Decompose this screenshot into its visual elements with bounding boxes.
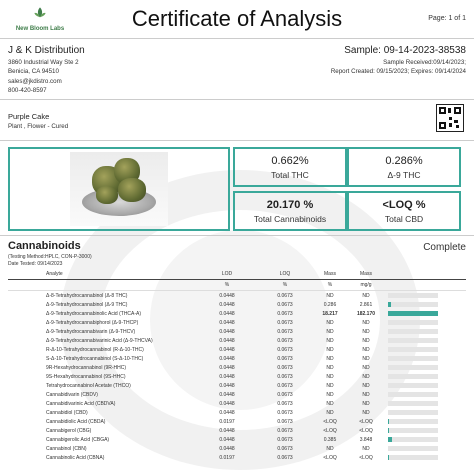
- total-cannabinoids-card: [233, 191, 347, 231]
- row-lod: 0.0448: [219, 391, 235, 398]
- total-cannabinoids-label: Total Cannabinoids: [253, 214, 327, 224]
- level-bar: [388, 365, 438, 370]
- row-lod: 0.0448: [219, 409, 235, 416]
- row-lod: 0.0448: [219, 364, 235, 371]
- product-image-frame: [8, 147, 230, 231]
- level-bar-cell: [386, 309, 466, 318]
- level-bar: [388, 338, 438, 343]
- row-pct: ND: [326, 373, 334, 380]
- summary-section: [0, 141, 474, 236]
- total-cbd-value: <LOQ %: [382, 199, 426, 211]
- table-row: [8, 309, 466, 318]
- table-row: [8, 444, 466, 453]
- table-row: [8, 399, 466, 408]
- sample-info: [331, 45, 466, 77]
- row-pct: ND: [326, 400, 334, 407]
- row-loq: 0.0673: [277, 427, 293, 434]
- level-bar: [388, 383, 438, 388]
- level-bar: [388, 293, 438, 298]
- row-pct: ND: [326, 391, 334, 398]
- row-pct: <LOQ: [323, 418, 337, 425]
- row-lod: 0.0448: [219, 319, 235, 326]
- row-pct: ND: [326, 445, 334, 452]
- row-loq: 0.0673: [277, 373, 293, 380]
- flower-bud: [118, 178, 146, 202]
- row-analyte: S-Δ-10-Tetrahydrocannabinol (S-Δ-10-THC): [46, 355, 144, 362]
- column-header: Mass: [314, 269, 346, 280]
- row-analyte: R-Δ-10-Tetrahydrocannabinol (R-Δ-10-THC): [46, 346, 144, 353]
- row-lod: 0.0197: [219, 454, 235, 461]
- row-loq: 0.0673: [277, 301, 293, 308]
- row-mg: 182.170: [356, 310, 376, 317]
- product-type: Plant , Flower - Cured: [8, 123, 69, 130]
- level-bar-cell: [386, 318, 466, 327]
- level-bar: [388, 437, 438, 442]
- level-bar: [388, 455, 438, 460]
- table-row: [8, 354, 466, 363]
- row-pct: <LOQ: [323, 427, 337, 434]
- row-loq: 0.0673: [277, 445, 293, 452]
- level-bar: [388, 347, 438, 352]
- row-analyte: Δ-9-Tetrahydrocannabinol (Δ-9 THC): [46, 301, 128, 308]
- row-analyte: Cannabidivarin (CBDV): [46, 391, 98, 398]
- row-lod: 0.0448: [219, 427, 235, 434]
- row-pct: ND: [326, 292, 334, 299]
- unit-cell: mg/g: [346, 280, 386, 291]
- product-section: [0, 100, 474, 141]
- client-name: J & K Distribution: [8, 45, 85, 56]
- level-bar-cell: [386, 345, 466, 354]
- product-name: Purple Cake: [8, 112, 50, 121]
- row-lod: 0.0448: [219, 382, 235, 389]
- row-mg: ND: [362, 400, 370, 407]
- table-row: [8, 417, 466, 426]
- level-bar: [388, 311, 438, 316]
- level-bar-cell: [386, 354, 466, 363]
- row-analyte: Δ-9-Tetrahydrocannabiphorol (Δ-9-THCP): [46, 319, 139, 326]
- client-address-line2: Benicia, CA 94510: [8, 68, 59, 76]
- client-address-line1: 3860 Industrial Way Ste 2: [8, 59, 79, 66]
- row-pct: <LOQ: [323, 454, 337, 461]
- row-loq: 0.0673: [277, 310, 293, 317]
- total-thc-card: [233, 147, 347, 187]
- row-mg: ND: [362, 355, 370, 362]
- row-loq: 0.0673: [277, 418, 293, 425]
- status-label: Complete: [423, 242, 466, 253]
- level-bar-fill: [388, 311, 438, 316]
- row-mg: ND: [362, 382, 370, 389]
- row-lod: 0.0448: [219, 337, 235, 344]
- level-bar-cell: [386, 336, 466, 345]
- column-header: Mass: [346, 269, 386, 280]
- row-mg: ND: [362, 346, 370, 353]
- row-mg: ND: [362, 337, 370, 344]
- row-analyte: Cannabidiol (CBD): [46, 409, 88, 416]
- row-mg: ND: [362, 445, 370, 452]
- row-mg: ND: [362, 409, 370, 416]
- row-analyte: Cannabidivarinic Acid (CBDVA): [46, 400, 116, 407]
- level-bar-fill: [388, 419, 389, 424]
- level-bar: [388, 419, 438, 424]
- product-photo: [70, 152, 168, 226]
- row-pct: ND: [326, 409, 334, 416]
- row-mg: <LOQ: [359, 454, 373, 461]
- total-thc-value: 0.662%: [271, 155, 309, 167]
- table-row: [8, 408, 466, 417]
- level-bar: [388, 428, 438, 433]
- row-pct: ND: [326, 355, 334, 362]
- row-lod: 0.0448: [219, 445, 235, 452]
- qr-code-icon[interactable]: [436, 104, 464, 132]
- column-header: LOQ: [256, 269, 314, 280]
- row-loq: 0.0673: [277, 436, 293, 443]
- table-row: [8, 291, 466, 301]
- level-bar: [388, 374, 438, 379]
- client-info: [8, 45, 85, 95]
- level-bar: [388, 392, 438, 397]
- row-lod: 0.0448: [219, 373, 235, 380]
- level-bar-cell: [386, 408, 466, 417]
- page-number: Page: 1 of 1: [428, 15, 466, 22]
- total-cbd-card: [347, 191, 461, 231]
- row-lod: 0.0448: [219, 436, 235, 443]
- table-row: [8, 372, 466, 381]
- column-header: Analyte: [8, 269, 198, 280]
- level-bar-cell: [386, 381, 466, 390]
- table-row: [8, 336, 466, 345]
- page-title: Certificate of Analysis: [131, 6, 343, 31]
- client-email: sales@jkdistro.com: [8, 77, 62, 85]
- table-row: [8, 300, 466, 309]
- table-row: [8, 327, 466, 336]
- level-bar-cell: [386, 435, 466, 444]
- row-pct: ND: [326, 346, 334, 353]
- row-loq: 0.0673: [277, 400, 293, 407]
- table-row: [8, 453, 466, 462]
- row-analyte: Δ-9-Tetrahydrocannabinolic Acid (THCA-A): [46, 310, 142, 317]
- row-mg: ND: [362, 373, 370, 380]
- level-bar-fill: [388, 437, 392, 442]
- level-bar-cell: [386, 327, 466, 336]
- client-phone: 800-420-8597: [8, 86, 47, 94]
- row-lod: 0.0448: [219, 400, 235, 407]
- unit-cell: [386, 280, 466, 291]
- row-analyte: Cannabinolic Acid (CBNA): [46, 454, 105, 461]
- level-bar: [388, 446, 438, 451]
- table-header-row: [8, 269, 466, 280]
- total-cannabinoids-value: 20.170 %: [266, 199, 314, 211]
- row-pct: ND: [326, 319, 334, 326]
- unit-cell: %: [256, 280, 314, 291]
- report-dates: Report Created: 09/15/2023; Expires: 09/14/2024: [330, 68, 466, 76]
- level-bar-cell: [386, 291, 466, 301]
- column-header: [386, 269, 466, 280]
- row-analyte: Δ-8-Tetrahydrocannabinol (Δ-8 THC): [46, 292, 128, 299]
- level-bar: [388, 410, 438, 415]
- sample-received: Sample Received:09/14/2023;: [383, 59, 466, 66]
- level-bar-cell: [386, 363, 466, 372]
- row-loq: 0.0673: [277, 328, 293, 335]
- row-pct: 0.286: [323, 301, 337, 308]
- lab-name: New Bloom Labs: [15, 26, 65, 32]
- row-loq: 0.0673: [277, 292, 293, 299]
- units-row: [8, 280, 466, 291]
- row-analyte: Δ-9-Tetrahydrocannabivarin (Δ-9-THCV): [46, 328, 136, 335]
- table-row: [8, 435, 466, 444]
- row-lod: 0.0448: [219, 328, 235, 335]
- flower-bud: [96, 186, 118, 204]
- results-table: [8, 269, 466, 462]
- row-mg: ND: [362, 319, 370, 326]
- row-analyte: Cannabinol (CBN): [46, 445, 87, 452]
- row-pct: ND: [326, 364, 334, 371]
- level-bar-cell: [386, 453, 466, 462]
- level-bar: [388, 302, 438, 307]
- row-analyte: Tetrahydrocannabinol Acetate (THCO): [46, 382, 131, 389]
- d9-thc-card: [347, 147, 461, 187]
- row-pct: ND: [326, 337, 334, 344]
- level-bar-cell: [386, 399, 466, 408]
- level-bar-cell: [386, 417, 466, 426]
- testing-method: [8, 254, 92, 267]
- level-bar: [388, 356, 438, 361]
- level-bar-fill: [388, 455, 389, 460]
- unit-cell: [8, 280, 198, 291]
- level-bar-cell: [386, 300, 466, 309]
- level-bar-cell: [386, 444, 466, 453]
- method-text: (Testing Method:HPLC, CON-P-3000): [8, 254, 92, 260]
- level-bar: [388, 329, 438, 334]
- row-mg: 3.848: [359, 436, 373, 443]
- table-row: [8, 426, 466, 435]
- row-mg: ND: [362, 328, 370, 335]
- table-row: [8, 345, 466, 354]
- row-mg: ND: [362, 391, 370, 398]
- level-bar: [388, 320, 438, 325]
- d9-thc-label: Δ-9 THC: [387, 170, 421, 180]
- row-lod: 0.0448: [219, 355, 235, 362]
- row-lod: 0.0448: [219, 292, 235, 299]
- row-loq: 0.0673: [277, 391, 293, 398]
- row-pct: 18.217: [322, 310, 338, 317]
- unit-cell: %: [314, 280, 346, 291]
- row-mg: ND: [362, 364, 370, 371]
- row-mg: ND: [362, 292, 370, 299]
- row-lod: 0.0448: [219, 301, 235, 308]
- row-pct: ND: [326, 382, 334, 389]
- row-mg: 2.861: [359, 301, 373, 308]
- row-analyte: Cannabigerolic Acid (CBGA): [46, 436, 110, 443]
- row-pct: 0.385: [323, 436, 337, 443]
- column-header: LOD: [198, 269, 256, 280]
- table-row: [8, 390, 466, 399]
- total-thc-label: Total THC: [271, 170, 309, 180]
- row-loq: 0.0673: [277, 454, 293, 461]
- row-loq: 0.0673: [277, 382, 293, 389]
- section-title: Cannabinoids: [8, 240, 81, 252]
- sample-id: Sample: 09-14-2023-38538: [344, 45, 466, 56]
- row-analyte: Cannabigerol (CBG): [46, 427, 92, 434]
- row-loq: 0.0673: [277, 319, 293, 326]
- row-analyte: 9R-Hexahydrocannabinol (9R-HHC): [46, 364, 127, 371]
- row-loq: 0.0673: [277, 409, 293, 416]
- level-bar-fill: [388, 302, 391, 307]
- client-section: [0, 39, 474, 100]
- row-mg: <LOQ: [359, 418, 373, 425]
- table-row: [8, 318, 466, 327]
- level-bar-cell: [386, 426, 466, 435]
- level-bar-cell: [386, 372, 466, 381]
- row-lod: 0.0197: [219, 418, 235, 425]
- page-header: [0, 0, 474, 39]
- unit-cell: %: [198, 280, 256, 291]
- total-cbd-label: Total CBD: [384, 214, 424, 224]
- row-loq: 0.0673: [277, 337, 293, 344]
- row-pct: ND: [326, 328, 334, 335]
- level-bar-fill: [388, 428, 389, 433]
- row-analyte: Δ-9-Tetrahydrocannabivarinic Acid (Δ-9-THCVA): [46, 337, 153, 344]
- table-row: [8, 381, 466, 390]
- date-tested: Date Tested: 09/14/2023: [8, 260, 63, 267]
- row-lod: 0.0448: [219, 346, 235, 353]
- d9-thc-value: 0.286%: [385, 155, 423, 167]
- level-bar: [388, 401, 438, 406]
- row-mg: <LOQ: [359, 427, 373, 434]
- row-loq: 0.0673: [277, 364, 293, 371]
- row-analyte: Cannabidiolic Acid (CBDA): [46, 418, 106, 425]
- row-loq: 0.0673: [277, 346, 293, 353]
- row-lod: 0.0448: [219, 310, 235, 317]
- row-loq: 0.0673: [277, 355, 293, 362]
- level-bar-cell: [386, 390, 466, 399]
- row-analyte: 9S-Hexahydrocannabinol (9S-HHC): [46, 373, 126, 380]
- table-row: [8, 363, 466, 372]
